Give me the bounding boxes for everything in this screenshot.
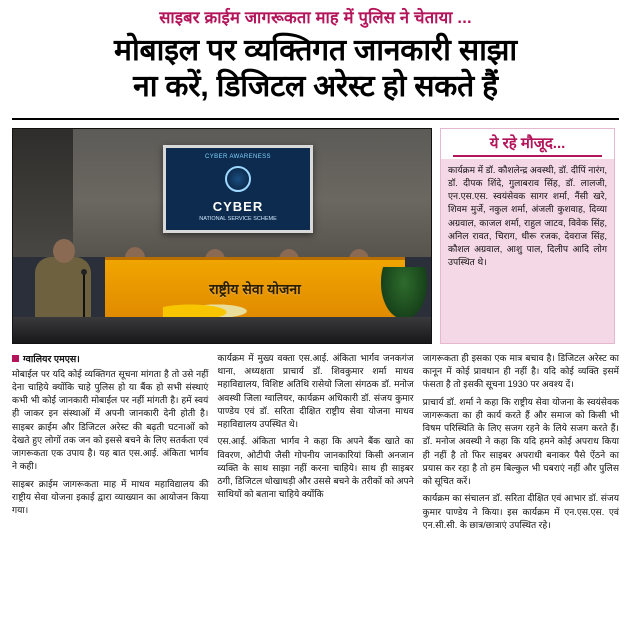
stage-banner <box>105 257 405 319</box>
screen-heading: CYBER <box>212 198 264 214</box>
paragraph: कार्यक्रम का संचालन डॉ. सरिता दीक्षित एवं आभार डॉ. संजय कुमार पाण्डेय ने किया। इस कार्यक्रम में एन.एस.एस. एवं एन.सी.सी. के छात्र/छात्राएं उपस्थित रहे। <box>422 493 619 530</box>
article-kicker: साइबर क्राईम जागरूकता माह में पुलिस ने चेताया ... <box>159 9 472 27</box>
paragraph: जागरूकता ही इसका एक मात्र बचाव है। डिजिटल अरेस्ट का कानून में कोई प्रावधान ही नहीं है। यदि कोई व्यक्ति इसमें फंसता है तो इसकी सूचना 1930 पर अवश्य दें। <box>422 352 619 390</box>
paragraph: कार्यक्रम में मुख्य वक्ता एस.आई. अंकिता भार्गव जनकगंज थाना, अध्यक्षता प्राचार्य डॉ. शिवकुमार शर्मा माधव महाविद्यालय, विशिष्ट अतिथि रासेयो जिला संगठक डॉ. मनोज अवस्थी जिला ग्वालियर, कार्यक्रम अधिकारी डॉ. संजय कुमार पाण्डेय एवं डॉ. सरिता दीक्षित राष्ट्रीय सेवा योजना माधव महाविद्यालय उपस्थित थे। <box>217 352 414 430</box>
square-bullet-icon <box>12 355 19 362</box>
column-3 <box>423 352 619 536</box>
attendees-sidebar-body: कार्यक्रम में डॉ. कौशलेन्द्र अवस्थी, डॉ. दीपिं नारंग, डॉ. दीपक शिंदे, गुलाबराव सिंह, डॉ. लालजी, एन.एस.एस. स्वयंसेवक सागर शर्मा, नैंसी खरे, शिवम मुर्जे, नकुल शर्मा, अंजली कुशवाह, दिव्या अग्रवाल, काजल शर्मा, राहुल जाटव, विवेक सिंह, अनिल रावत, चिराग, धीरू रजक, देवराज सिंह, कौशल अग्रवाल, आशु पाल, दिलीप आदि लोग उपस्थित थे। <box>448 164 607 268</box>
stage-banner-text: राष्ट्रीय सेवा योजना <box>209 280 301 297</box>
attendees-title-underline <box>453 155 602 157</box>
photo-wall-side <box>13 129 73 257</box>
table-front <box>13 317 431 343</box>
attendees-sidebar-title: ये रहे मौजूद... <box>489 134 566 152</box>
headline-line-1: मोबाइल पर व्यक्तिगत जानकारी साझा <box>114 33 517 67</box>
paragraph: प्राचार्य डॉ. शर्मा ने कहा कि राष्ट्रीय सेवा योजना के स्वयंसेवक जागरूकता का ही कार्य करते हैं और समाज को किसी भी विषम परिस्थिति के लिए सजग रहने के लिये सजग करते हैं। डॉ. मनोज अवस्थी ने कहा कि यदि हमने कोई अपराध किया ही नहीं है तो फिर साइबर अपराधी बनाकर पैसे ऐंठने का प्रयास कर रहा है तो हम बिल्कुल भी घबराएं नहीं और पुलिस को सूचित करें। <box>422 396 619 487</box>
screen-logo-icon <box>225 166 251 192</box>
microphone-icon <box>83 273 85 317</box>
attendees-sidebar <box>440 128 615 344</box>
byline-text: ग्वालियर एमएस। <box>23 352 80 364</box>
byline <box>12 352 208 366</box>
screen-subheading: NATIONAL SERVICE SCHEME <box>199 215 277 222</box>
header-divider <box>12 118 619 120</box>
potted-plant <box>381 267 427 319</box>
person-head <box>53 239 75 263</box>
paragraph: मोबाईल पर यदि कोई व्यक्तिगत सूचना मांगता है तो उसे नहीं देना चाहिये क्योंकि चाहे पुलिस हो या बैंक हो सभी संस्थाएं कभी भी कोई जानकारी मोबाईल पर नहीं मांगती है। हमें स्वयं ही जाकर इन संस्थाओं में अपनी जानकारी देनी होती है। साइबर क्राईम और डिजिटल अरेस्ट की बढ़ती घटनाओं को देखते हुए लोगों तक जन को इससे बचने के लिए सतर्कता एवं जागरूकता एक उपाय है। यह बात एस.आई. अंकिता भार्गव ने कही। <box>12 368 209 472</box>
attendees-sidebar-header <box>441 129 614 159</box>
article-body-columns <box>0 344 631 542</box>
press-conference-photo <box>12 128 432 344</box>
headline-container <box>0 31 631 114</box>
projector-screen <box>163 145 313 233</box>
headline-line-2: ना करें, डिजिटल अरेस्ट हो सकते हैं <box>133 70 498 104</box>
paragraph: साइबर क्राईम जागरूकता माह में माधव महाविद्यालय की राष्ट्रीय सेवा योजना इकाई द्वारा व्याख्यान का आयोजन किया गया। <box>12 478 209 516</box>
column-1 <box>12 352 208 536</box>
kicker-container <box>0 0 631 31</box>
photo-and-sidebar-row <box>0 128 631 344</box>
paragraph: एस.आई. अंकिता भार्गव ने कहा कि अपने बैंक खाते का विवरण, ओटीपी जैसी गोपनीय जानकारियां किसी अनजान व्यक्ति के साथ साझा नहीं करना चाहिये। साथ ही साइबर ठगी, डिजिटल धोखाधड़ी और उससे बचने के तरीकों को अपने साथियों को बताना चाहिये क्योंकि <box>217 436 414 500</box>
screen-title: CYBER AWARENESS <box>205 153 271 160</box>
column-2 <box>217 352 413 536</box>
